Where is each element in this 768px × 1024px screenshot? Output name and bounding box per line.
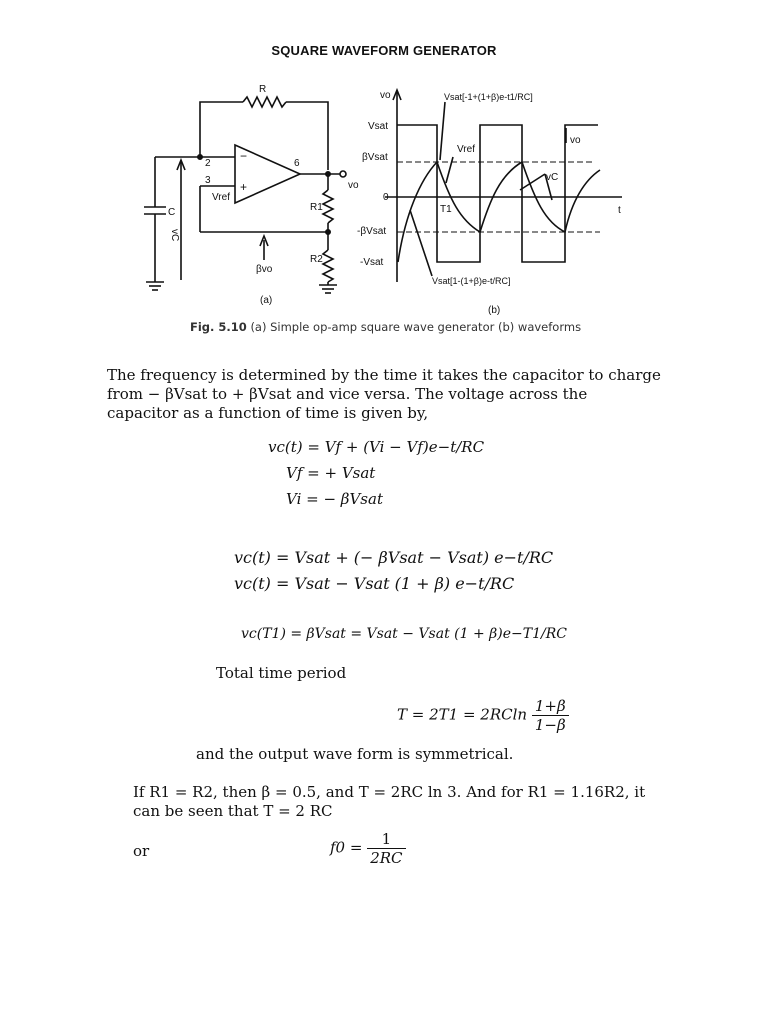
resistor-r2 — [323, 250, 333, 282]
or-label: or — [133, 842, 150, 860]
top-expression: Vsat[-1+(1+β)e-t1/RC] — [444, 92, 533, 102]
label-vc: vC — [169, 229, 180, 242]
equation-period-numerator: 1+β — [532, 697, 569, 716]
svg-text:−: − — [240, 149, 248, 163]
equation-frequency — [330, 830, 406, 867]
pin2-label: 2 — [205, 158, 211, 169]
label-vo: vo — [348, 180, 359, 191]
equation-frequency-numerator: 1 — [367, 830, 405, 849]
vc-waveform-label: vC — [546, 172, 559, 183]
svg-text:+: + — [240, 180, 248, 194]
vref-waveform-label: Vref — [457, 144, 475, 155]
neg-vsat-label: -Vsat — [360, 257, 384, 268]
equation-period — [397, 697, 569, 734]
resistor-r — [243, 97, 286, 107]
equation-frequency-fraction — [367, 830, 405, 867]
equation-vc-sub2: vc(t) = Vsat − Vsat (1 + β) e−t/RC — [234, 574, 515, 593]
label-bvo: βvo — [256, 264, 273, 275]
symmetry-statement: and the output wave form is symmetrical. — [196, 745, 514, 763]
axis-vo-label: vo — [380, 90, 391, 101]
figure-caption — [190, 320, 581, 334]
pin3-label: 3 — [205, 175, 211, 186]
equation-vc-general: vc(t) = Vf + (Vi − Vf)e−t/RC — [268, 438, 485, 456]
equation-vf: Vf = + Vsat — [286, 464, 376, 482]
figure-number: Fig. 5.10 — [190, 320, 247, 334]
circuit-sublabel: (a) — [260, 295, 273, 306]
vsat-label: Vsat — [368, 121, 389, 132]
neg-bvsat-label: -βVsat — [357, 226, 387, 237]
paragraph-frequency: The frequency is determined by the time it takes the capacitor to charge from − βVsat to + βVsat and vice versa. The voltage across the capacitor as a function of time is given by, — [107, 366, 661, 422]
circuit-diagram — [0, 0, 768, 320]
equation-period-denominator: 1−β — [534, 716, 566, 734]
page-title: SQUARE WAVEFORM GENERATOR — [271, 43, 497, 58]
vo-curve-label: vo — [570, 135, 581, 146]
t1-label: T1 — [440, 204, 452, 215]
equation-frequency-denominator: 2RC — [370, 849, 403, 867]
pin6-label: 6 — [294, 158, 300, 169]
total-period-label: Total time period — [216, 664, 347, 682]
capacitor-waveform — [398, 162, 600, 262]
zero-label: 0 — [383, 192, 389, 203]
label-c: C — [168, 207, 176, 218]
vref-label: Vref — [212, 192, 230, 203]
paragraph-resistor-ratio: If R1 = R2, then β = 0.5, and T = 2RC ln 3. And for R1 = 1.16R2, it can be seen that T = 2 RC — [133, 783, 646, 820]
equation-vi: Vi = − βVsat — [286, 490, 383, 508]
bvsat-label: βVsat — [362, 152, 388, 163]
equation-period-fraction — [532, 697, 569, 734]
equation-vc-t1: vc(T1) = βVsat = Vsat − Vsat (1 + β)e−T1/RC — [241, 626, 567, 642]
label-r: R — [259, 84, 267, 95]
bottom-expression: Vsat[1-(1+β)e-t/RC] — [432, 276, 511, 286]
square-waveform — [397, 125, 598, 262]
resistor-r1 — [323, 190, 333, 223]
label-r1: R1 — [310, 202, 323, 213]
label-r2: R2 — [310, 254, 323, 265]
equation-vc-sub1: vc(t) = Vsat + (− βVsat − Vsat) e−t/RC — [234, 548, 554, 567]
figure-caption-text: (a) Simple op-amp square wave generator (b) waveforms — [250, 320, 582, 334]
axis-t-label: t — [618, 205, 621, 216]
waveform-sublabel: (b) — [488, 305, 501, 316]
equation-period-lhs: T = 2T1 = 2RCln — [397, 705, 528, 724]
equation-frequency-lhs: f0 = — [330, 838, 363, 857]
